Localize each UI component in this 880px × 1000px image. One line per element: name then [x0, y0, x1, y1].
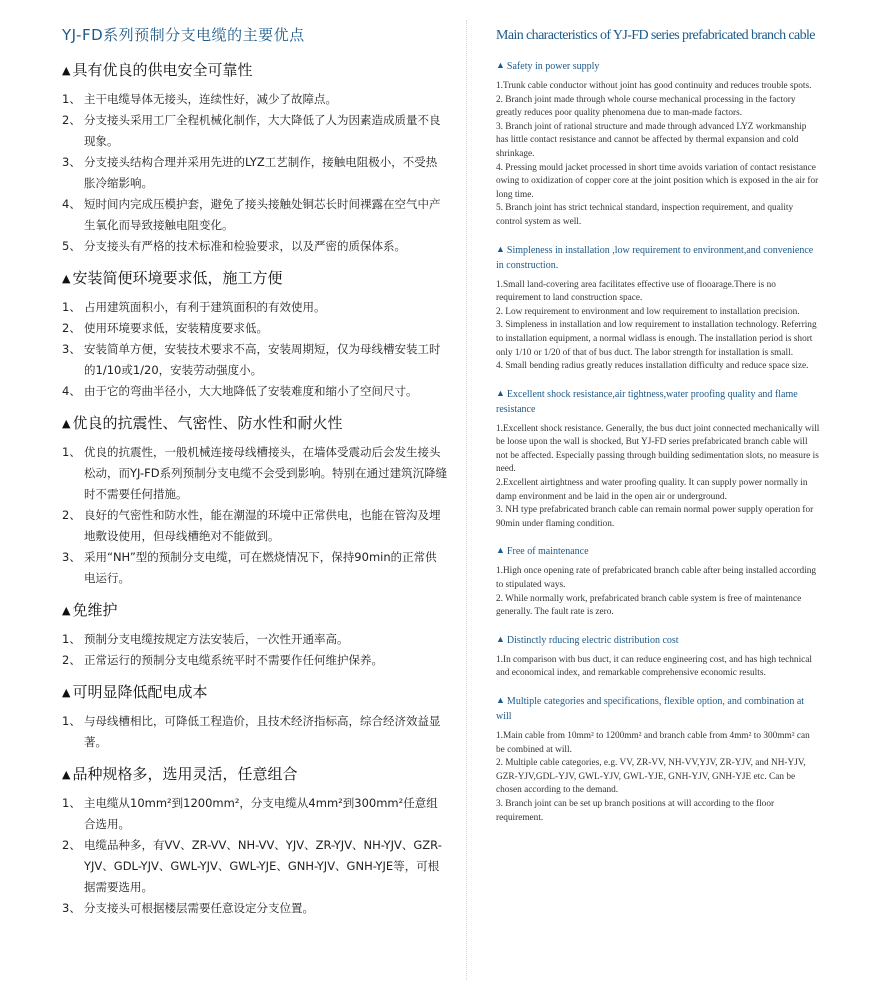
item-number: 1、: [62, 714, 81, 728]
left-section: [62, 412, 448, 589]
left-section: [62, 59, 448, 257]
item-number: 3、: [62, 901, 81, 915]
paragraph: 5. Branch joint has strict technical standard, inspection requirement, and quality control system as well.: [496, 203, 794, 227]
section-heading-text: 优良的抗震性、气密性、防水性和耐火性: [72, 414, 343, 432]
triangle-bullet-icon: ▲: [62, 686, 71, 699]
section-heading: [62, 59, 448, 80]
right-sections: [496, 58, 820, 825]
section-heading-text: Free of maintenance: [506, 546, 589, 558]
list-item: [62, 835, 448, 898]
section-heading: [62, 599, 448, 620]
item-number: 1、: [62, 632, 81, 646]
item-text: 占用建筑面积小，有利于建筑面积的有效使用。: [84, 300, 326, 314]
list-item: [62, 650, 448, 671]
item-text: 良好的气密性和防水性，能在潮湿的环境中正常供电，也能在管沟及埋地敷设使用，但母线槽绝对不能做到。: [84, 508, 441, 543]
section-heading-text: 免维护: [72, 601, 118, 619]
triangle-bullet-icon: ▲: [62, 604, 71, 617]
section-heading: [62, 681, 448, 702]
paragraph: 2.Excellent airtightness and water proofing quality. It can supply power normally in damp environment and be laid in the open air or underground.: [496, 478, 808, 502]
section-heading: [496, 632, 820, 648]
section-heading: [62, 267, 448, 288]
list-item: [62, 629, 448, 650]
triangle-bullet-icon: ▲: [62, 272, 71, 285]
section-body: [496, 565, 820, 619]
paragraph: 1.Small land-covering area facilitates effective use of flooarage.There is no requirement to land construction space.: [496, 279, 776, 304]
section-heading-text: Safety in power supply: [506, 61, 600, 72]
list-item: [62, 505, 448, 547]
right-section: [496, 632, 820, 681]
paragraph: 1.In comparison with bus duct, it can reduce engineering cost, and has high technical and economical index, and remarkable comprehensive economic results.: [496, 654, 812, 679]
section-heading: [496, 543, 820, 559]
section-heading-text: Multiple categories and specifications, flexible option, and combination at will: [496, 696, 805, 722]
item-number: 4、: [62, 384, 81, 398]
list-item: [62, 442, 448, 505]
section-heading: [496, 386, 820, 417]
item-text: 使用环境要求低，安装精度要求低。: [84, 321, 268, 335]
left-section: [62, 599, 448, 671]
right-section: [496, 693, 820, 825]
item-number: 1、: [62, 445, 81, 459]
paragraph: 3. Simpleness in installation and low requirement to installation technology. Referring to installation equipment, a normal widlass is enough. The installation period is short only 1/10 or 1/20 of that of bus duct. The labor strength for installation is small.: [496, 320, 817, 358]
paragraph: 4. Pressing mould jacket processed in short time avoids variation of contact resistance owing to oxidization of copper core at the joint position which is exposed in the air for long time.: [496, 162, 819, 200]
section-body: [496, 730, 820, 825]
left-section: [62, 267, 448, 402]
triangle-bullet-icon: ▲: [496, 387, 505, 398]
item-number: 3、: [62, 155, 81, 169]
list-item: [62, 152, 448, 194]
item-text: 分支接头结构合理并采用先进的LYZ工艺制作，接触电阻极小，不受热胀冷缩影响。: [84, 155, 438, 190]
triangle-bullet-icon: ▲: [496, 695, 505, 705]
right-title: Main characteristics of YJ-FD series prefabricated branch cable: [496, 28, 815, 43]
section-heading: [496, 58, 820, 74]
item-number: 2、: [62, 321, 81, 335]
paragraph: 1.High once opening rate of prefabricated branch cable after being installed according to stipulated ways.: [496, 566, 817, 591]
triangle-bullet-icon: ▲: [496, 545, 505, 556]
list-item: [62, 711, 448, 753]
item-text: 分支接头采用工厂全程机械化制作，大大降低了人为因素造成质量不良现象。: [84, 113, 441, 148]
item-number: 2、: [62, 838, 81, 852]
section-heading-text: 可明显降低配电成本: [72, 683, 208, 701]
item-text: 优良的抗震性，一般机械连接母线槽接头，在墙体受震动后会发生接头松动，而YJ-FD系列预制分支电缆不会受到影响。特别在通过建筑沉降缝时不需要任何措施。: [84, 445, 448, 501]
list-item: [62, 194, 448, 236]
left-title: YJ-FD系列预制分支电缆的主要优点: [62, 26, 305, 44]
left-sections: [62, 59, 448, 919]
item-text: 分支接头有严格的技术标准和检验要求，以及严密的质保体系。: [84, 239, 406, 253]
triangle-bullet-icon: ▲: [62, 768, 71, 781]
item-number: 5、: [62, 239, 81, 253]
paragraph: 3. NH type prefabricated branch cable can remain normal power supply operation for 90min under flaming condition.: [496, 505, 814, 529]
right-section: [496, 386, 820, 532]
triangle-bullet-icon: ▲: [496, 633, 505, 644]
section-heading-text: Excellent shock resistance,air tightness,water proofing quality and flame resistance: [496, 388, 798, 415]
section-body: [496, 279, 820, 374]
triangle-bullet-icon: ▲: [496, 243, 505, 254]
section-body: [496, 654, 820, 681]
left-section: [62, 763, 448, 919]
paragraph: 1.Main cable from 10mm² to 1200mm² and branch cable from 4mm² to 300mm² can be combined at will.: [496, 731, 810, 755]
list-item: [62, 110, 448, 152]
section-heading: [496, 242, 820, 273]
item-number: 3、: [62, 550, 81, 564]
list-item: [62, 381, 448, 402]
list-item: [62, 793, 448, 835]
column-divider: [466, 20, 467, 980]
paragraph: 3. Branch joint of rational structure and made through advanced LYZ workmanship has little contact resistance and cannot be affected by thermal expansion and cold shrinkage.: [496, 121, 807, 159]
section-body: [496, 423, 820, 532]
item-text: 与母线槽相比，可降低工程造价，且技术经济指标高，综合经济效益显著。: [84, 714, 441, 749]
chinese-column: [62, 24, 448, 929]
right-section: [496, 242, 820, 374]
item-text: 主干电缆导体无接头，连续性好，减少了故障点。: [84, 92, 337, 106]
item-text: 短时间内完成压模护套，避免了接头接触处铜芯长时间裸露在空气中产生氧化而导致接触电阻变化。: [84, 197, 441, 232]
item-text: 预制分支电缆按规定方法安装后，一次性开通率高。: [84, 632, 349, 646]
triangle-bullet-icon: ▲: [62, 64, 71, 77]
paragraph: 3. Branch joint can be set up branch positions at will according to the floor requirement.: [496, 798, 775, 823]
section-heading-text: 安装简便环境要求低，施工方便: [72, 269, 283, 287]
list-item: [62, 297, 448, 318]
item-number: 1、: [62, 92, 81, 106]
section-heading: [62, 763, 448, 784]
paragraph: 2. Multiple cable categories, e.g. VV, ZR-VV, NH-VV,YJV, ZR-YJV, and NH-YJV, GZR-YJV,GDL-YJV, GWL-YJV, GWL-YJE, GNH-YJV, GNH-YJE etc. Can be chosen according to the demand.: [496, 758, 806, 796]
item-number: 2、: [62, 653, 81, 667]
section-heading-text: 品种规格多，选用灵活，任意组合: [72, 765, 298, 783]
list-item: [62, 236, 448, 257]
item-text: 正常运行的预制分支电缆系统平时不需要作任何维护保养。: [84, 653, 383, 667]
paragraph: 2. Branch joint made through whole course mechanical processing in the factory greatly reduces poor quality phenomena due to man-made factors.: [496, 94, 796, 119]
section-heading: [62, 412, 448, 433]
list-item: [62, 318, 448, 339]
item-number: 1、: [62, 300, 81, 314]
item-number: 3、: [62, 342, 81, 356]
paragraph: 2. While normally work, prefabricated branch cable system is free of maintenance generally. The fault rate is zero.: [496, 593, 802, 618]
item-text: 安装简单方便，安装技术要求不高，安装周期短，仅为母线槽安装工时的1/10或1/20，安装劳动强度小。: [84, 342, 441, 377]
list-item: [62, 89, 448, 110]
section-heading-text: Distinctly rducing electric distribution cost: [506, 634, 679, 646]
list-item: [62, 898, 448, 919]
item-text: 电缆品种多，有VV、ZR-VV、NH-VV、YJV、ZR-YJV、NH-YJV、GZR-YJV、GDL-YJV、GWL-YJV、GWL-YJE、GNH-YJV、GNH-YJE等，可根据需要选用。: [84, 838, 442, 894]
paragraph: 2. Low requirement to environment and low requirement to installation precision.: [496, 306, 800, 317]
paragraph: 4. Small bending radius greatly reduces installation difficulty and reduce space size.: [496, 361, 809, 372]
item-text: 采用“NH”型的预制分支电缆，可在燃烧情况下，保持90min的正常供电运行。: [84, 550, 437, 585]
section-heading-text: Simpleness in installation ,low requirement to environment,and convenience in construction.: [496, 244, 814, 271]
item-number: 2、: [62, 508, 81, 522]
item-text: 由于它的弯曲半径小，大大地降低了安装难度和缩小了空间尺寸。: [84, 384, 418, 398]
item-number: 4、: [62, 197, 81, 211]
english-column: [496, 28, 820, 837]
left-section: [62, 681, 448, 753]
paragraph: 1.Trunk cable conductor without joint has good continuity and reduces trouble spots.: [496, 81, 812, 91]
triangle-bullet-icon: ▲: [62, 417, 71, 430]
paragraph: 1.Excellent shock resistance. Generally, the bus duct joint connected mechanically will be loose upon the wall is shocked, But YJ-FD series prefabricated branch cable will not be affected. Especially passing through building sedimentation slots, no measure is need.: [496, 423, 820, 475]
section-body: [496, 80, 820, 230]
list-item: [62, 339, 448, 381]
triangle-bullet-icon: ▲: [496, 60, 505, 70]
item-text: 分支接头可根据楼层需要任意设定分支位置。: [84, 901, 314, 915]
right-section: [496, 543, 820, 619]
item-number: 1、: [62, 796, 81, 810]
section-heading: [496, 693, 820, 724]
list-item: [62, 547, 448, 589]
item-text: 主电缆从10mm²到1200mm²，分支电缆从4mm²到300mm²任意组合选用。: [84, 796, 438, 831]
item-number: 2、: [62, 113, 81, 127]
section-heading-text: 具有优良的供电安全可靠性: [72, 61, 253, 79]
right-section: [496, 58, 820, 230]
